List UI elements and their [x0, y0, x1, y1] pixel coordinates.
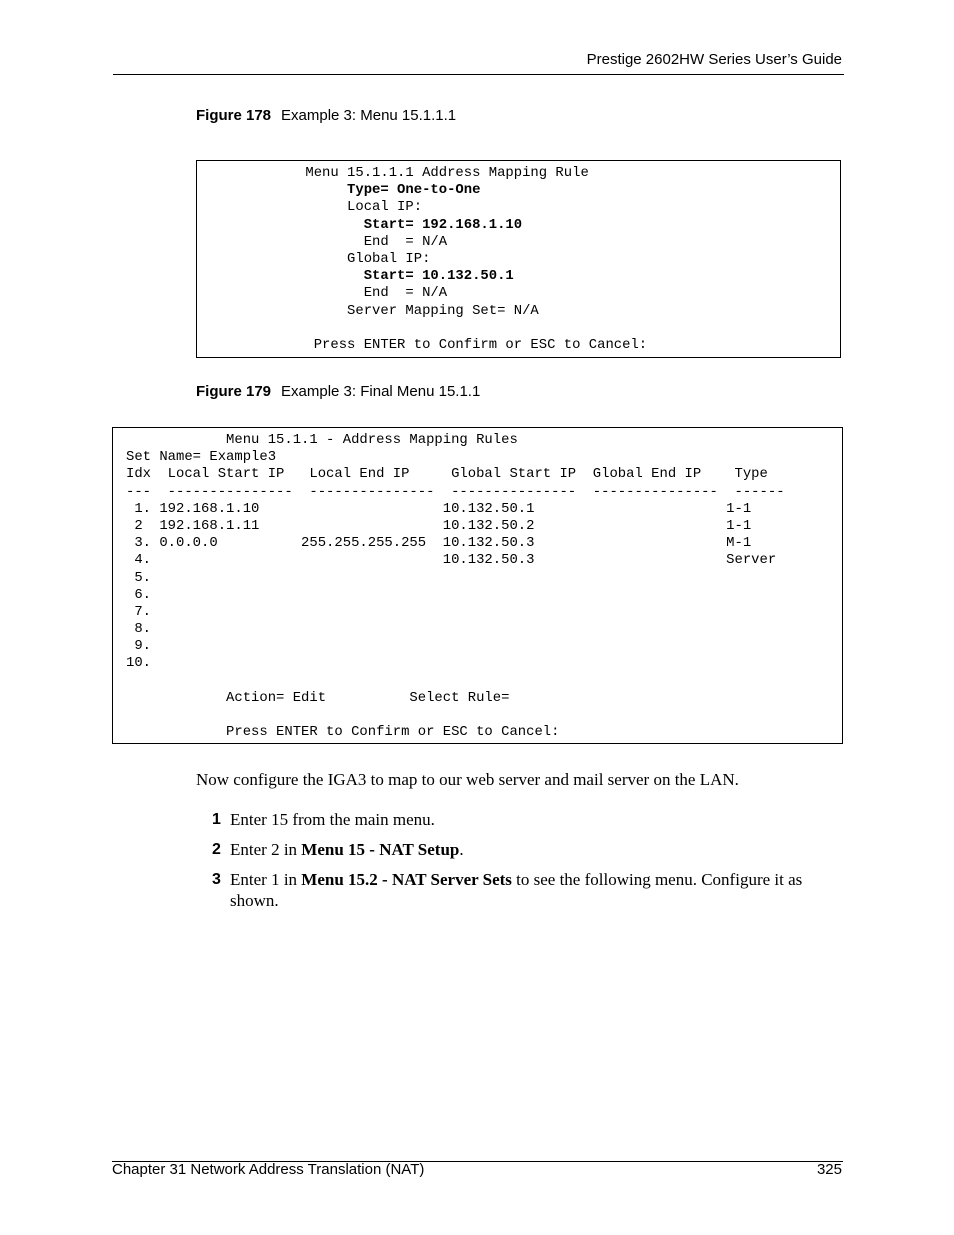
terminal-line: 4. 10.132.50.3 Server: [126, 552, 777, 569]
figure-178-number: Figure 178: [196, 107, 272, 124]
terminal-line: --- --------------- --------------- --------------- --------------- ------: [126, 483, 785, 500]
terminal-line: Menu 15.1.1 - Address Mapping Rules: [126, 432, 518, 448]
step-item: [212, 839, 842, 860]
step-number: 1: [212, 811, 221, 828]
terminal-line: End = N/A: [197, 285, 448, 302]
terminal-line: Server Mapping Set= N/A: [197, 302, 539, 319]
figure-179-title: Example 3: Final Menu 15.1.1: [281, 383, 481, 400]
terminal-line: 8.: [126, 621, 152, 638]
terminal-line: Start= 192.168.1.10: [363, 216, 523, 233]
terminal-line: [126, 673, 842, 690]
terminal-line: 1. 192.168.1.10 10.132.50.1 1-1: [126, 500, 752, 517]
terminal-line: [126, 707, 842, 724]
step-text-tail: to see the following menu. Configure it as shown.: [230, 870, 803, 910]
figure-179-caption: [196, 383, 480, 400]
step-menu-name: Menu 15 - NAT Setup: [301, 840, 460, 859]
terminal-line: 3. 0.0.0.0 255.255.255.255 10.132.50.3 M-1: [126, 535, 752, 552]
step-text-tail: .: [459, 840, 464, 859]
step-item: [212, 809, 842, 830]
step-number: 2: [212, 841, 221, 858]
page-number: 325: [816, 1161, 842, 1178]
terminal-line: Menu 15.1.1.1 Address Mapping Rule: [197, 165, 589, 181]
terminal-line: 6.: [126, 586, 152, 603]
terminal-line: Start= 10.132.50.1: [363, 268, 514, 285]
figure-178-terminal: [196, 160, 841, 358]
guide-title: Prestige 2602HW Series User’s Guide: [586, 51, 842, 68]
terminal-line: Press ENTER to Confirm or ESC to Cancel:: [197, 336, 648, 353]
terminal-line: 7.: [126, 603, 152, 620]
step-text: Enter 15 from the main menu.: [230, 810, 435, 829]
terminal-line: 10.: [126, 655, 152, 672]
step-menu-name: Menu 15.2 - NAT Server Sets: [301, 870, 512, 889]
terminal-line: Global IP:: [197, 250, 431, 267]
terminal-line: 9.: [126, 638, 152, 655]
terminal-line: Idx Local Start IP Local End IP Global Start IP Global End IP Type: [126, 466, 768, 483]
step-list: [212, 809, 842, 920]
step-item: [212, 869, 842, 911]
body-paragraph: Now configure the IGA3 to map to our web server and mail server on the LAN.: [196, 770, 739, 789]
figure-179-number: Figure 179: [196, 383, 272, 400]
terminal-line: End = N/A: [197, 233, 448, 250]
terminal-line: 2 192.168.1.11 10.132.50.2 1-1: [126, 517, 752, 534]
terminal-line: Local IP:: [197, 199, 423, 216]
terminal-line: Set Name= Example3: [126, 449, 277, 466]
figure-179-terminal: [112, 427, 843, 744]
step-text: Enter 1 in: [230, 870, 302, 889]
footer-chapter: Chapter 31 Network Address Translation (NAT): [112, 1161, 425, 1178]
step-number: 3: [212, 871, 221, 888]
terminal-line: Press ENTER to Confirm or ESC to Cancel:: [126, 724, 560, 741]
step-text: Enter 2 in: [230, 840, 302, 859]
terminal-line: Type= One-to-One: [347, 182, 481, 199]
header-divider: [113, 74, 844, 75]
terminal-line: [197, 320, 840, 337]
terminal-line: 5.: [126, 569, 152, 586]
figure-178-caption: [196, 107, 456, 124]
terminal-line: Action= Edit Select Rule=: [126, 689, 510, 706]
figure-178-title: Example 3: Menu 15.1.1.1: [281, 107, 457, 124]
